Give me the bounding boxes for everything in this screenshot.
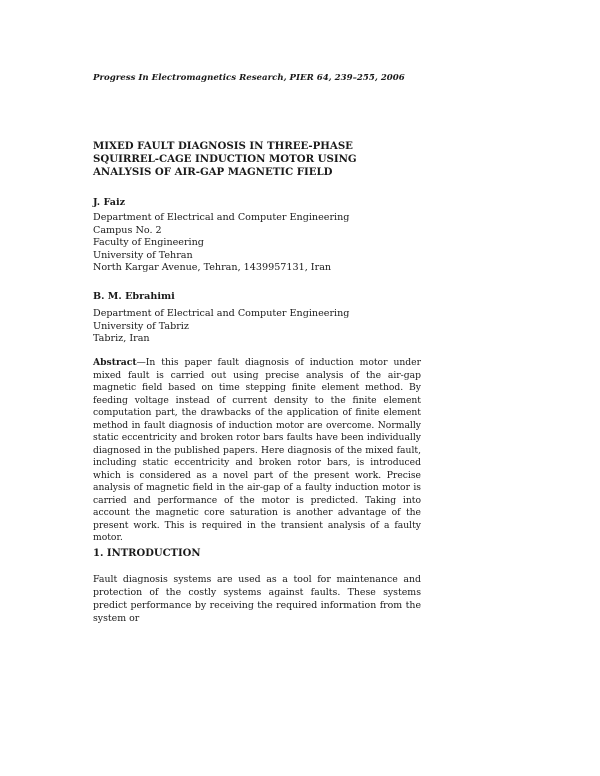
affiliation-line: Campus No. 2: [93, 224, 162, 236]
affiliation-line: University of Tehran: [93, 249, 193, 261]
title-line: MIXED FAULT DIAGNOSIS IN THREE-PHASE: [93, 140, 353, 152]
paper-title: [93, 140, 513, 179]
journal-header: Progress In Electromagnetics Research, PIER 64, 239–255, 2006: [93, 73, 405, 83]
abstract-text: —In this paper fault diagnosis of induction motor under mixed fault is carried out using precise analysis of the air-gap magnetic field based on time stepping finite element method. By feeding voltage instead of current density to the finite element computation part, the drawbacks of the application of finite element method in fault diagnosis of induction motor are overcome. Normally static eccentricity and broken rotor bars faults have been individually diagnosed in the published papers. Here diagnosis of the mixed fault, including static eccentricity and broken rotor bars, is introduced which is considered as a novel part of the present work. Precise analysis of magnetic field in the air-gap of a faulty induction motor is carried and performance of the motor is predicted. Taking into account the magnetic core saturation is another advantage of the present work. This is required in the transient analysis of a faulty motor.: [93, 357, 421, 543]
title-line: ANALYSIS OF AIR-GAP MAGNETIC FIELD: [93, 166, 333, 178]
section-heading: 1. INTRODUCTION: [93, 548, 201, 559]
affiliation-line: Tabriz, Iran: [93, 333, 150, 345]
author-name: J. Faiz: [93, 197, 126, 208]
author-affiliation: [93, 308, 349, 346]
affiliation-line: Faculty of Engineering: [93, 237, 204, 249]
abstract: [93, 357, 421, 545]
affiliation-line: University of Tabriz: [93, 320, 189, 332]
section-text: Fault diagnosis systems are used as a tool for maintenance and protection of the costly systems against faults. These systems predict performance by receiving the required information from the system or: [93, 574, 421, 624]
author-affiliation: [93, 212, 349, 275]
affiliation-line: Department of Electrical and Computer Engineering: [93, 308, 350, 319]
author-name: B. M. Ebrahimi: [93, 291, 175, 302]
affiliation-line: Department of Electrical and Computer Engineering: [93, 212, 350, 223]
title-line: SQUIRREL-CAGE INDUCTION MOTOR USING: [93, 153, 357, 165]
abstract-label: Abstract: [93, 357, 137, 368]
affiliation-line: North Kargar Avenue, Tehran, 1439957131, Iran: [93, 262, 332, 274]
